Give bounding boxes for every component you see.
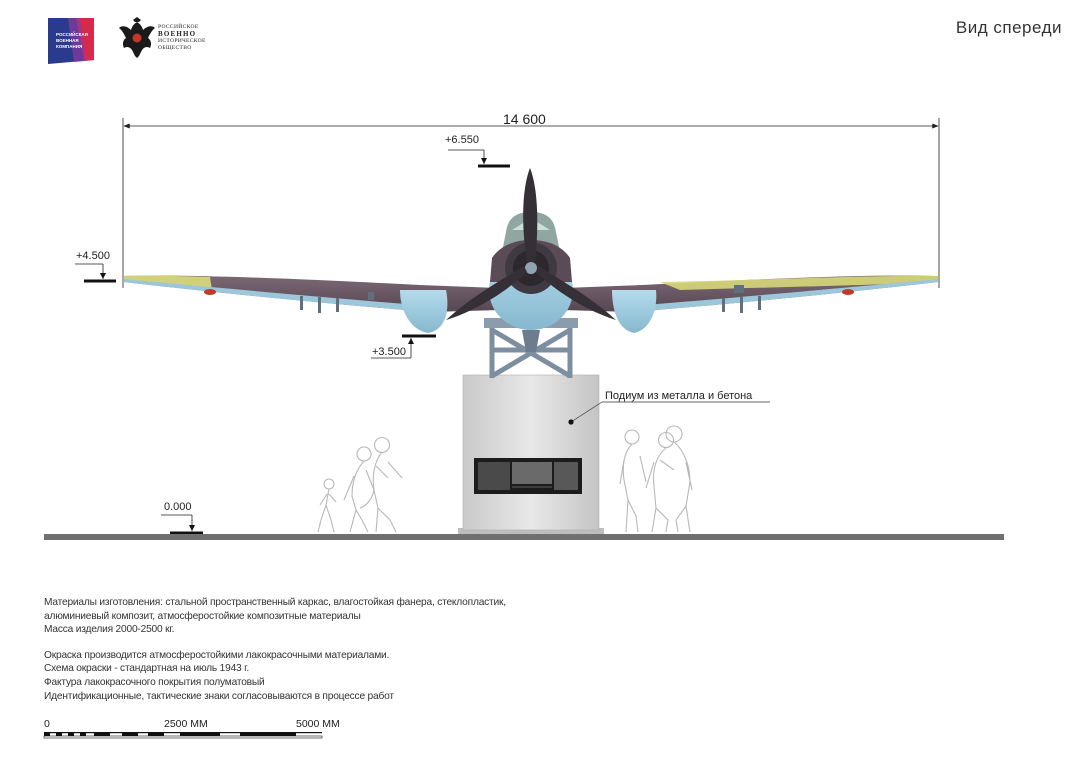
overall-width-label: 14 600 (503, 111, 546, 127)
rvik-line-1: РОССИЙСКАЯ (56, 32, 88, 37)
level-label-ground: 0.000 (164, 501, 192, 513)
materials-line-2: алюминиевый композит, атмосферостойкие композитные материалы (44, 610, 361, 622)
level-marker-top (448, 150, 510, 166)
left-gear-fairing (400, 290, 447, 333)
paint-line-1: Окраска производится атмосферостойкими лакокрасочными материалами. (44, 649, 390, 661)
rvik-line-2: ВОЕННАЯ (56, 38, 79, 43)
paint-line-2: Схема окраски - стандартная на июль 1943 г. (44, 663, 250, 675)
podium-leader-dot (568, 419, 573, 424)
rvio-line-1: РОССИЙСКОЕ (158, 24, 199, 30)
aircraft (124, 168, 938, 333)
level-marker-ground (161, 515, 203, 533)
people-silhouettes-left (318, 438, 402, 533)
podium (458, 375, 604, 534)
scale-label-2500: 2500 ММ (164, 718, 208, 730)
level-label-wing: +4.500 (76, 250, 110, 262)
view-title: Вид спереди (955, 18, 1062, 37)
paint-paragraph (44, 649, 664, 703)
paint-line-3: Фактура лакокрасочного покрытия полуматовый (44, 676, 265, 688)
ground-line (44, 534, 1004, 540)
right-gear-fairing (612, 290, 656, 333)
materials-line-1: Материалы изготовления: стальной пространственный каркас, влагостойкая фанера, стеклопластик, (44, 597, 506, 608)
podium-label: Подиум из металла и бетона (605, 390, 753, 402)
scale-label-0: 0 (44, 718, 50, 730)
materials-paragraph (44, 596, 664, 637)
specification-notes (44, 596, 664, 715)
rvio-line-3: ИСТОРИЧЕСКОЕ (158, 38, 206, 44)
right-star-insignia (842, 289, 854, 295)
rvio-line-2: ВОЕННО (158, 30, 197, 38)
rvik-line-3: КОМПАНИЯ (56, 44, 83, 49)
rvio-line-4: ОБЩЕСТВО (158, 45, 192, 51)
level-label-top: +6.550 (445, 134, 479, 146)
level-marker-wing (75, 264, 116, 281)
materials-line-3: Масса изделия 2000-2500 кг. (44, 624, 175, 636)
paint-line-4: Идентификационные, тактические знаки согласовываются в процессе работ (44, 690, 394, 702)
people-silhouettes-right (620, 426, 692, 532)
level-label-support: +3.500 (372, 346, 406, 358)
scale-label-5000: 5000 ММ (296, 718, 340, 730)
scale-bar (44, 732, 322, 738)
left-star-insignia (204, 289, 216, 295)
propeller-spinner (525, 262, 537, 274)
